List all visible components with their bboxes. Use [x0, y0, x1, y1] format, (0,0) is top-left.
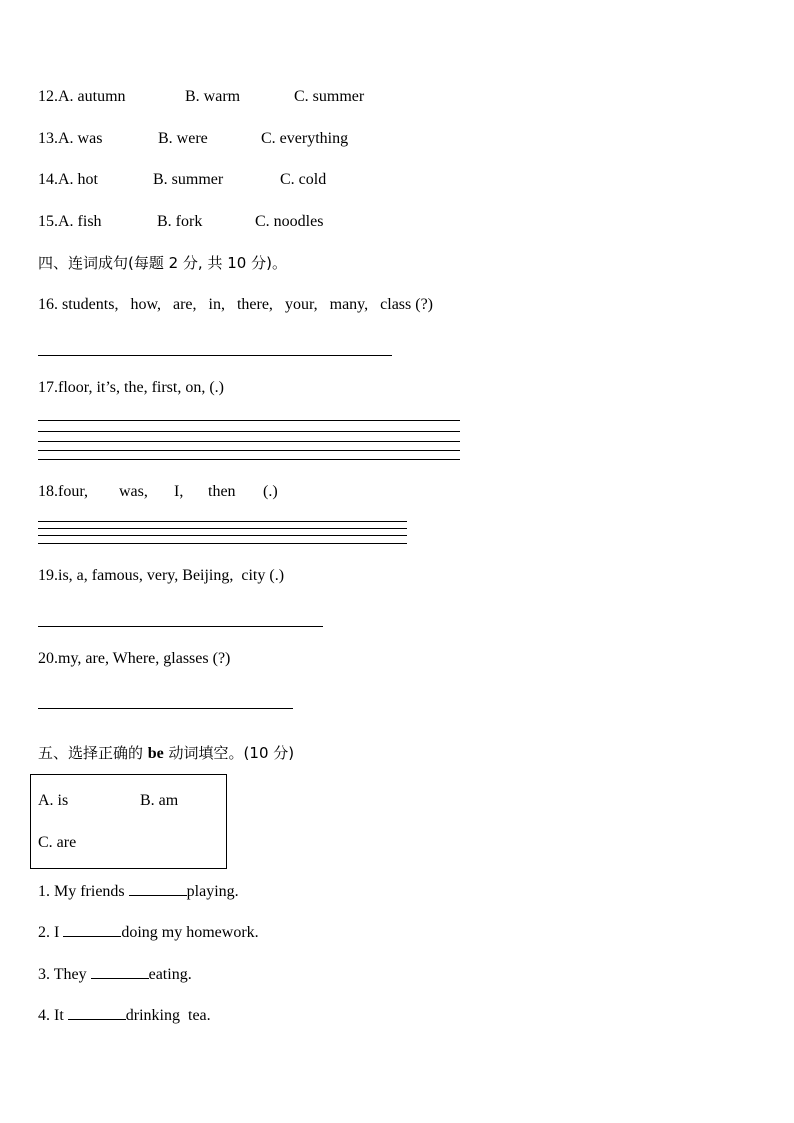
option-b: B. warm: [185, 88, 241, 105]
word: students,: [62, 296, 119, 313]
option-c: C. summer: [294, 88, 365, 105]
word: how,: [130, 296, 161, 313]
answer-line-19[interactable]: [38, 626, 323, 627]
options-box: [30, 774, 227, 869]
fill-item-3: [38, 964, 192, 985]
word: in,: [208, 296, 225, 313]
option-a: A. autumn: [58, 88, 126, 105]
word: was,: [119, 483, 148, 500]
question-number: 20.: [38, 650, 58, 667]
question-text: my, are, Where, glasses (?): [58, 650, 231, 667]
question-19: [38, 566, 284, 586]
question-number: 16.: [38, 296, 58, 313]
question-14: [38, 170, 98, 190]
question-15: [38, 212, 102, 232]
item-text: 2. I: [38, 924, 64, 941]
fill-item-4: [38, 1005, 211, 1026]
option-b: B. summer: [153, 171, 224, 188]
blank-field[interactable]: [91, 964, 149, 979]
word: class (?): [380, 296, 433, 313]
word: I,: [174, 483, 184, 500]
blank-field[interactable]: [129, 881, 187, 896]
question-number: 18.: [38, 483, 58, 500]
question-20: [38, 649, 230, 669]
section-5-title-post: 动词填空。(10 分): [163, 744, 295, 762]
option-a: A. hot: [58, 171, 98, 188]
blank-field[interactable]: [63, 922, 121, 937]
item-text: playing.: [186, 883, 239, 900]
answer-line-17: [38, 459, 460, 460]
question-text: is, a, famous, very, Beijing, city (.): [58, 567, 285, 584]
item-text: 3. They: [38, 966, 91, 983]
option-a: A. fish: [58, 213, 102, 230]
fill-item-1: [38, 881, 239, 902]
item-text: doing my homework.: [121, 924, 259, 941]
section-4-title: 四、连词成句(每题 2 分, 共 10 分)。: [38, 254, 287, 272]
blank-field[interactable]: [68, 1005, 126, 1020]
answer-line-17: [38, 450, 460, 451]
section-5-title-pre: 五、选择正确的: [38, 744, 148, 762]
question-number: 14.: [38, 171, 58, 188]
answer-line-18: [38, 543, 407, 544]
question-number: 15.: [38, 213, 58, 230]
word: (.): [263, 483, 278, 500]
question-number: 19.: [38, 567, 58, 584]
word: many,: [329, 296, 369, 313]
option-c: C. cold: [280, 171, 327, 188]
question-12: [38, 87, 126, 107]
word: then: [208, 483, 236, 500]
word: your,: [284, 296, 318, 313]
option-b: B. am: [140, 792, 179, 809]
option-a: A. is: [38, 792, 69, 809]
answer-line-18[interactable]: [38, 521, 407, 522]
answer-line-16[interactable]: [38, 355, 392, 356]
answer-line-18: [38, 535, 407, 536]
item-text: 1. My friends: [38, 883, 129, 900]
question-13: [38, 129, 102, 149]
option-c: C. everything: [261, 130, 349, 147]
question-text: floor, it’s, the, first, on, (.): [58, 379, 224, 396]
question-number: 17.: [38, 379, 58, 396]
section-5-title-be: be: [147, 745, 164, 762]
word: four,: [58, 483, 89, 500]
option-c: C. are: [38, 834, 77, 851]
answer-line-20[interactable]: [38, 708, 293, 709]
question-17: [38, 378, 224, 398]
section-5-title: [38, 743, 294, 764]
option-b: B. were: [158, 130, 208, 147]
word: are,: [172, 296, 197, 313]
fill-item-2: [38, 922, 259, 943]
option-a: A. was: [58, 130, 103, 147]
word: there,: [236, 296, 273, 313]
question-number: 12.: [38, 88, 58, 105]
question-16: [38, 295, 433, 315]
item-text: drinking tea.: [125, 1007, 211, 1024]
answer-line-17: [38, 441, 460, 442]
answer-line-18: [38, 528, 407, 529]
answer-line-17[interactable]: [38, 420, 460, 421]
question-18: [38, 482, 88, 502]
item-text: eating.: [148, 966, 192, 983]
question-number: 13.: [38, 130, 58, 147]
answer-line-17: [38, 431, 460, 432]
item-text: 4. It: [38, 1007, 68, 1024]
option-b: B. fork: [157, 213, 203, 230]
option-c: C. noodles: [255, 213, 324, 230]
